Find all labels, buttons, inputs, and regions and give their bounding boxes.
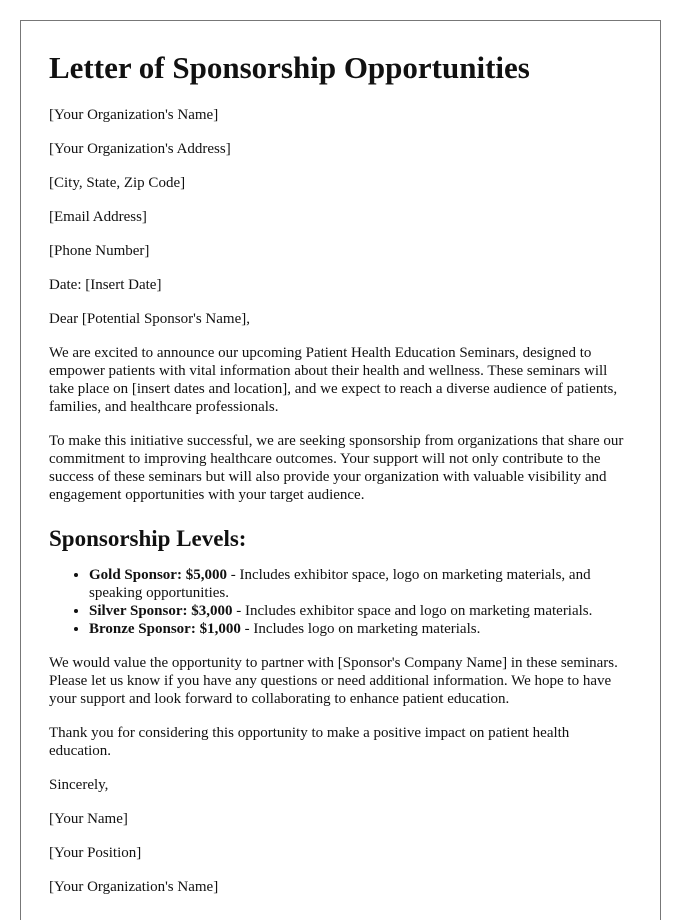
sender-phone: [Phone Number] (49, 243, 150, 259)
level-description: - Includes exhibitor space, logo on marketing materials, and speaking opportunities. (89, 567, 591, 601)
level-description: - Includes exhibitor space and logo on marketing materials. (232, 603, 593, 619)
level-name: Gold Sponsor: $5,000 (89, 567, 227, 583)
sponsorship-levels-heading: Sponsorship Levels: (49, 526, 247, 551)
level-name: Silver Sponsor: $3,000 (89, 603, 233, 619)
signature-position: [Your Position] (49, 845, 142, 861)
sponsorship-levels-list (49, 566, 632, 638)
level-name: Bronze Sponsor: $1,000 (89, 621, 241, 637)
signature-name: [Your Name] (49, 811, 128, 827)
signoff: Sincerely, (49, 777, 109, 793)
letter-page (20, 20, 661, 920)
signature-organization: [Your Organization's Name] (49, 879, 219, 895)
list-item-silver (89, 602, 632, 620)
salutation: Dear [Potential Sponsor's Name], (49, 311, 250, 327)
list-item-gold (89, 566, 632, 602)
letter-date: Date: [Insert Date] (49, 277, 162, 293)
letter-title: Letter of Sponsorship Opportunities (49, 50, 530, 85)
body-paragraph-request: To make this initiative successful, we are seeking sponsorship from organizations that share our commitment to improving healthcare outcomes. Your support will not only contribute to the success of these seminars but will also provide your organization with valuable visibility and engagement opportunities with your target audience. (49, 433, 624, 503)
sender-city-state-zip: [City, State, Zip Code] (49, 175, 186, 191)
sender-org-address: [Your Organization's Address] (49, 141, 231, 157)
body-paragraph-intro: We are excited to announce our upcoming Patient Health Education Seminars, designed to empower patients with vital information about their health and wellness. These seminars will take place on [insert dates and location], and we expect to reach a diverse audience of patients, families, and healthcare professionals. (49, 345, 618, 415)
sender-email: [Email Address] (49, 209, 147, 225)
list-item-bronze (89, 620, 632, 638)
closing-paragraph-partner: We would value the opportunity to partner with [Sponsor's Company Name] in these seminars. Please let us know if you have any questions or need additional information. We hope to have your support and look forward to collaborating to enhance patient education. (49, 655, 618, 707)
level-description: - Includes logo on marketing materials. (240, 621, 481, 637)
sender-org-name: [Your Organization's Name] (49, 107, 219, 123)
closing-paragraph-thanks: Thank you for considering this opportunity to make a positive impact on patient health education. (49, 725, 570, 759)
